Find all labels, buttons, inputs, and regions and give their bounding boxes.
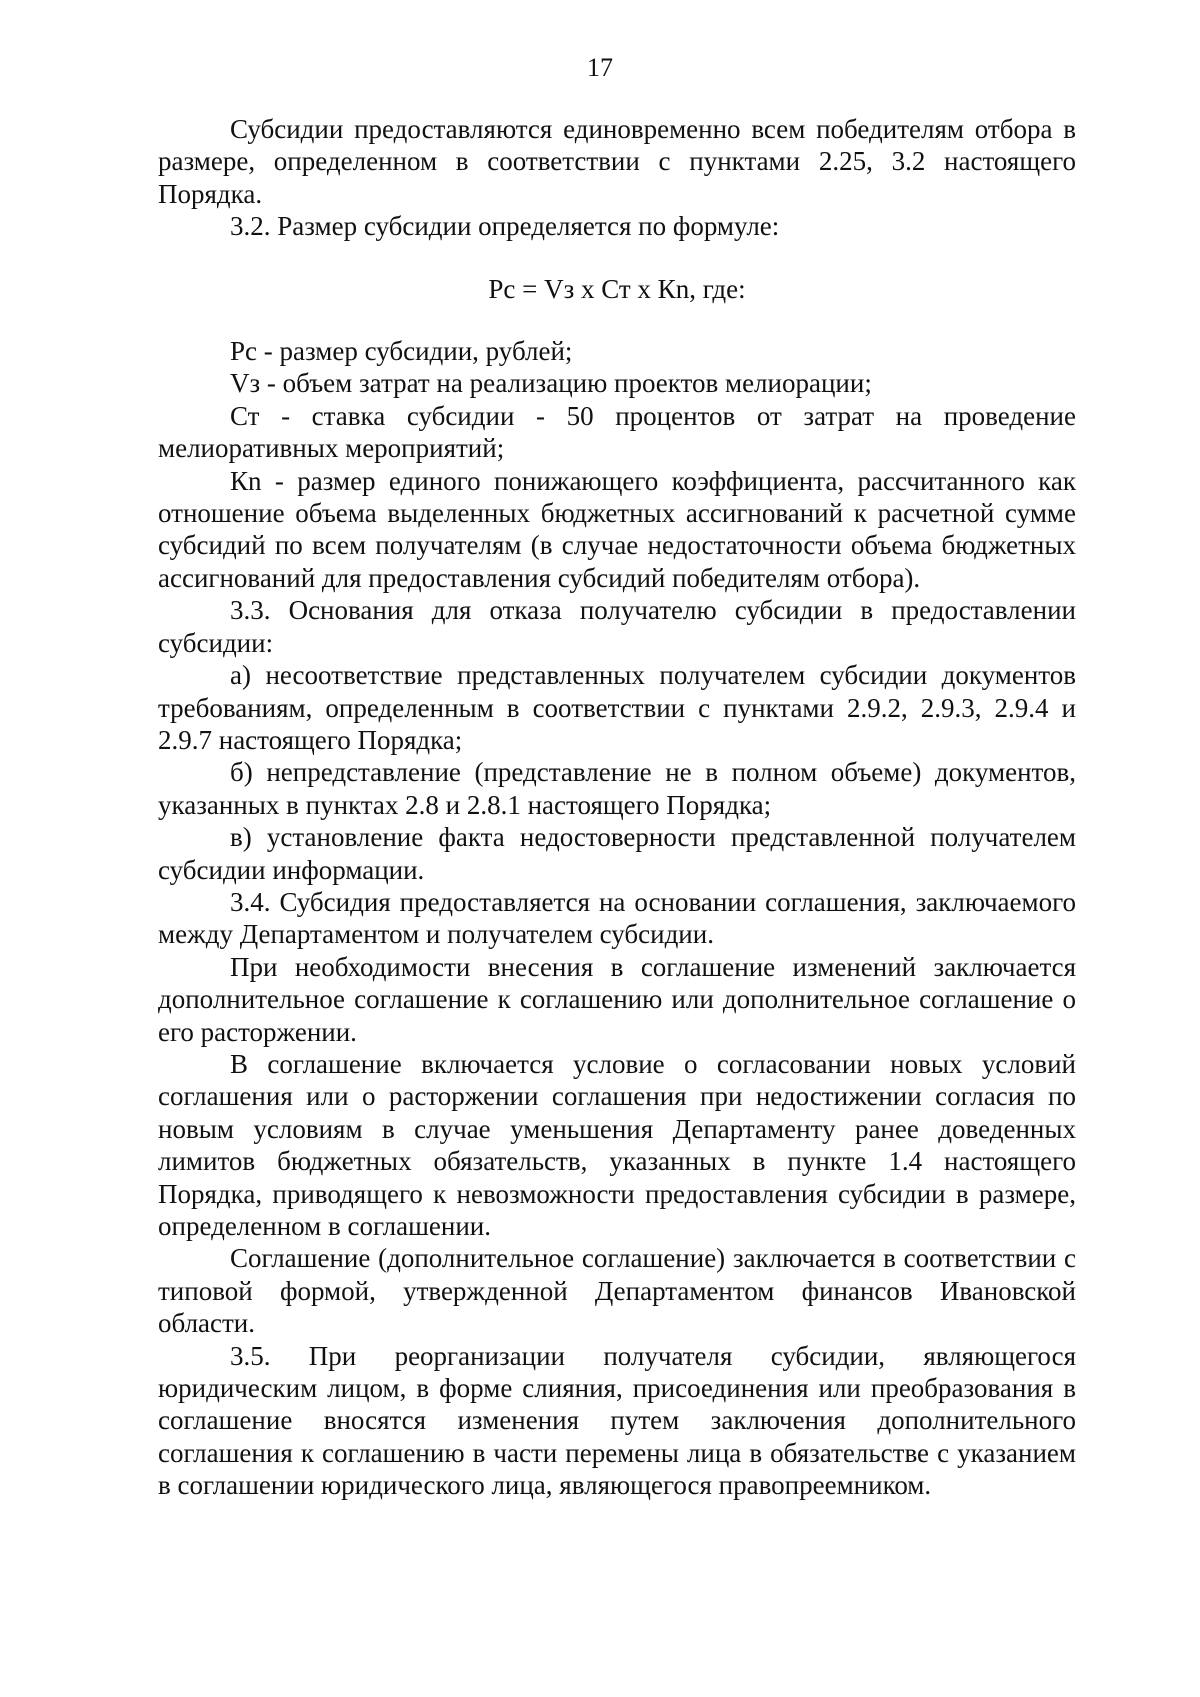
paragraph: Ст - ставка субсидии - 50 процентов от затрат на проведение мелиоративных мероприятий; <box>158 400 1076 464</box>
paragraph: Рс - размер субсидии, рублей; <box>230 336 573 367</box>
paragraph: б) непредставление (представление не в полном объеме) документов, указанных в пунктах 2.8 и 2.8.1 настоящего Порядка; <box>158 757 1076 820</box>
document-body <box>158 113 1076 1502</box>
formula: Рс = Vз x Ст x Кn, где: <box>488 273 746 304</box>
paragraph: Субсидии предоставляются единовременно всем победителям отбора в размере, определенном в соответствии с пунктами 2.25, 3.2 настоящего Порядка. <box>158 114 1076 209</box>
paragraph: В соглашение включается условие о согласовании новых условий соглашения или о расторжении соглашения при недостижении согласия по новым условиям в случае уменьшения Департаменту ранее доведенных лимитов бюджетных обязательств, указанных в пункте 1.4 настоящего Порядка, приводящего к невозможности предоставления субсидии в размере, определенном в соглашении. <box>158 1048 1076 1241</box>
paragraph: 3.4. Субсидия предоставляется на основании соглашения, заключаемого между Департаментом и получателем субсидии. <box>158 886 1076 950</box>
paragraph: а) несоответствие представленных получателем субсидии документов требованиям, определенным в соответствии с пунктами 2.9.2, 2.9.3, 2.9.4 и 2.9.7 настоящего Порядка; <box>158 660 1076 755</box>
page-number: 17 <box>587 53 613 82</box>
paragraph: При необходимости внесения в соглашение изменений заключается дополнительное соглашение к соглашению или дополнительное соглашение о его расторжении. <box>158 951 1076 1047</box>
paragraph: в) установление факта недостоверности представленной получателем субсидии информации. <box>158 822 1076 885</box>
paragraph: Кn - размер единого понижающего коэффициента, рассчитанного как отношение объема выделенных бюджетных ассигнований к расчетной сумме субсидий по всем получателям (в случае недостаточности объема бюджетных ассигнований для предоставления субсидий победителям отбора). <box>158 465 1076 593</box>
paragraph: 3.3. Основания для отказа получателю субсидии в предоставлении субсидии: <box>158 595 1076 658</box>
paragraph: Соглашение (дополнительное соглашение) заключается в соответствии с типовой формой, утвержденной Департаментом финансов Ивановской области. <box>158 1243 1076 1339</box>
paragraph: Vз - объем затрат на реализацию проектов мелиорации; <box>230 368 872 399</box>
paragraph: 3.2. Размер субсидии определяется по формуле: <box>230 211 780 242</box>
paragraph: 3.5. При реорганизации получателя субсидии, являющегося юридическим лицом, в форме слияния, присоединения или преобразования в соглашение вносятся изменения путем заключения дополнительного соглашения к соглашению в части перемены лица в обязательстве с указанием в соглашении юридического лица, являющегося правопреемником. <box>158 1340 1076 1501</box>
